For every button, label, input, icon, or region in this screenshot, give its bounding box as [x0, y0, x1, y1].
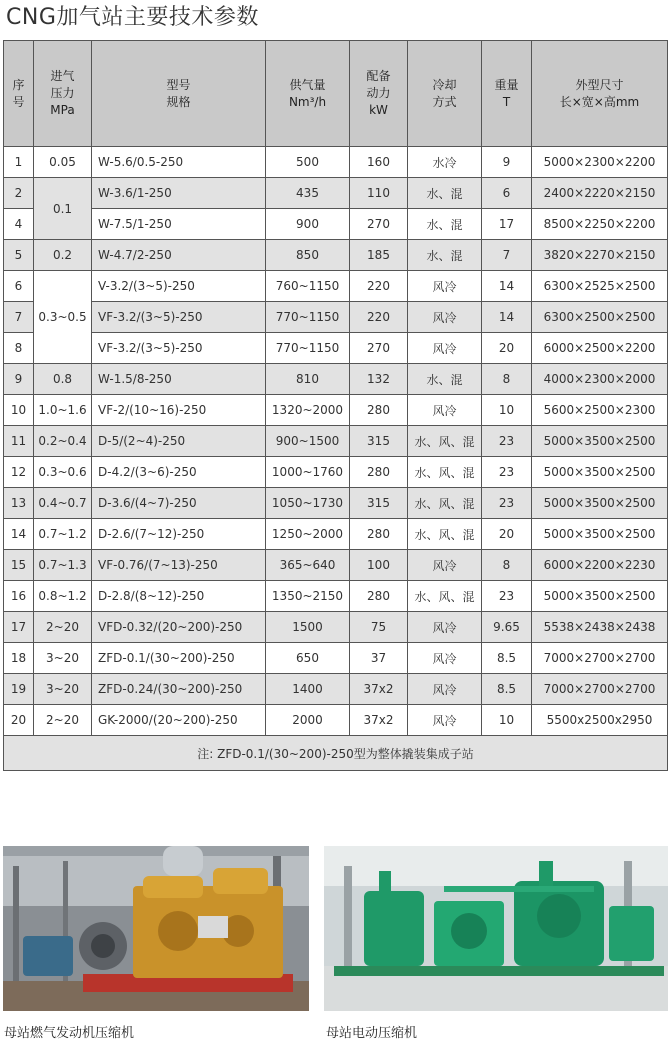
header-size: 外型尺寸 长×宽×高mm: [532, 41, 668, 147]
cell-flow: 900: [266, 209, 350, 240]
cell-size: 5538×2438×2438: [532, 612, 668, 643]
header-no: 序 号: [4, 41, 34, 147]
cell-pressure: 0.7~1.2: [34, 519, 92, 550]
cell-no: 20: [4, 705, 34, 736]
cell-model: D-5/(2~4)-250: [92, 426, 266, 457]
header-flow: 供气量 Nm³/h: [266, 41, 350, 147]
cell-flow: 1350~2150: [266, 581, 350, 612]
cell-weight: 23: [482, 426, 532, 457]
cell-flow: 500: [266, 147, 350, 178]
cell-power: 280: [350, 581, 408, 612]
cell-power: 280: [350, 457, 408, 488]
header-pressure: 进气 压力 MPa: [34, 41, 92, 147]
cell-size: 5000×3500×2500: [532, 581, 668, 612]
cell-weight: 23: [482, 457, 532, 488]
cell-no: 7: [4, 302, 34, 333]
cell-no: 16: [4, 581, 34, 612]
cell-cooling: 水、混: [408, 178, 482, 209]
cell-cooling: 水、风、混: [408, 426, 482, 457]
cell-flow: 770~1150: [266, 302, 350, 333]
cell-no: 12: [4, 457, 34, 488]
cell-weight: 10: [482, 705, 532, 736]
cell-flow: 365~640: [266, 550, 350, 581]
cell-flow: 810: [266, 364, 350, 395]
cell-flow: 1500: [266, 612, 350, 643]
cell-model: VFD-0.32/(20~200)-250: [92, 612, 266, 643]
cell-weight: 9.65: [482, 612, 532, 643]
cell-size: 5000×3500×2500: [532, 457, 668, 488]
cell-weight: 6: [482, 178, 532, 209]
cell-flow: 1400: [266, 674, 350, 705]
cell-power: 100: [350, 550, 408, 581]
cell-size: 6300×2500×2500: [532, 302, 668, 333]
cell-model: W-4.7/2-250: [92, 240, 266, 271]
cell-pressure: 0.8~1.2: [34, 581, 92, 612]
cell-weight: 8.5: [482, 643, 532, 674]
table-row: [4, 550, 668, 581]
spec-table: [3, 40, 668, 771]
table-row: [4, 147, 668, 178]
header-power: 配备 动力 kW: [350, 41, 408, 147]
table-row: [4, 240, 668, 271]
cell-no: 10: [4, 395, 34, 426]
table-row: [4, 271, 668, 302]
cell-size: 6300×2525×2500: [532, 271, 668, 302]
header-weight: 重量 T: [482, 41, 532, 147]
cell-cooling: 水、混: [408, 209, 482, 240]
cell-power: 315: [350, 426, 408, 457]
cell-size: 8500×2250×2200: [532, 209, 668, 240]
cell-model: D-2.6/(7~12)-250: [92, 519, 266, 550]
table-row: [4, 364, 668, 395]
cell-size: 5000×2300×2200: [532, 147, 668, 178]
cell-power: 160: [350, 147, 408, 178]
cell-flow: 1050~1730: [266, 488, 350, 519]
table-row: [4, 612, 668, 643]
cell-size: 6000×2200×2230: [532, 550, 668, 581]
cell-cooling: 水、风、混: [408, 457, 482, 488]
cell-weight: 8.5: [482, 674, 532, 705]
table-row: [4, 519, 668, 550]
cell-flow: 435: [266, 178, 350, 209]
cell-size: 6000×2500×2200: [532, 333, 668, 364]
header-cooling: 冷却 方式: [408, 41, 482, 147]
page-title: CNG加气站主要技术参数: [6, 5, 259, 30]
cell-weight: 23: [482, 581, 532, 612]
cell-pressure: 1.0~1.6: [34, 395, 92, 426]
cell-cooling: 风冷: [408, 550, 482, 581]
table-row: [4, 674, 668, 705]
cell-power: 220: [350, 271, 408, 302]
cell-size: 4000×2300×2000: [532, 364, 668, 395]
cell-flow: 2000: [266, 705, 350, 736]
header-model: 型号 规格: [92, 41, 266, 147]
table-row: [4, 457, 668, 488]
cell-cooling: 风冷: [408, 612, 482, 643]
cell-weight: 8: [482, 364, 532, 395]
photo-caption-gas-engine: 母站燃气发动机压缩机: [4, 1026, 135, 1041]
header-row: [4, 41, 668, 147]
cell-no: 13: [4, 488, 34, 519]
cell-no: 15: [4, 550, 34, 581]
cell-weight: 17: [482, 209, 532, 240]
cell-power: 37: [350, 643, 408, 674]
cell-no: 2: [4, 178, 34, 209]
cell-no: 9: [4, 364, 34, 395]
cell-flow: 760~1150: [266, 271, 350, 302]
cell-pressure: 0.1: [34, 178, 92, 240]
cell-weight: 9: [482, 147, 532, 178]
table-row: [4, 209, 668, 240]
cell-cooling: 水、风、混: [408, 519, 482, 550]
cell-no: 11: [4, 426, 34, 457]
cell-cooling: 风冷: [408, 302, 482, 333]
cell-size: 5000×3500×2500: [532, 426, 668, 457]
cell-model: VF-0.76/(7~13)-250: [92, 550, 266, 581]
cell-pressure: 0.3~0.5: [34, 271, 92, 364]
cell-power: 280: [350, 519, 408, 550]
cell-model: GK-2000/(20~200)-250: [92, 705, 266, 736]
cell-no: 1: [4, 147, 34, 178]
cell-size: 7000×2700×2700: [532, 643, 668, 674]
cell-flow: 850: [266, 240, 350, 271]
cell-model: ZFD-0.1/(30~200)-250: [92, 643, 266, 674]
cell-weight: 14: [482, 271, 532, 302]
cell-no: 17: [4, 612, 34, 643]
cell-power: 110: [350, 178, 408, 209]
cell-model: D-3.6/(4~7)-250: [92, 488, 266, 519]
cell-pressure: 3~20: [34, 674, 92, 705]
cell-size: 7000×2700×2700: [532, 674, 668, 705]
cell-flow: 1250~2000: [266, 519, 350, 550]
table-note: 注: ZFD-0.1/(30~200)-250型为整体撬装集成子站: [4, 736, 668, 771]
cell-model: VF-3.2/(3~5)-250: [92, 333, 266, 364]
cell-pressure: 0.2~0.4: [34, 426, 92, 457]
cell-no: 8: [4, 333, 34, 364]
cell-model: W-1.5/8-250: [92, 364, 266, 395]
cell-cooling: 水、混: [408, 240, 482, 271]
table-row: [4, 705, 668, 736]
cell-no: 18: [4, 643, 34, 674]
cell-no: 4: [4, 209, 34, 240]
cell-size: 3820×2270×2150: [532, 240, 668, 271]
cell-flow: 770~1150: [266, 333, 350, 364]
cell-cooling: 风冷: [408, 271, 482, 302]
cell-cooling: 风冷: [408, 395, 482, 426]
cell-flow: 1000~1760: [266, 457, 350, 488]
table-row: [4, 302, 668, 333]
cell-power: 37x2: [350, 705, 408, 736]
photo-caption-electric: 母站电动压缩机: [326, 1026, 418, 1041]
cell-model: VF-3.2/(3~5)-250: [92, 302, 266, 333]
cell-pressure: 0.05: [34, 147, 92, 178]
cell-cooling: 风冷: [408, 674, 482, 705]
cell-cooling: 水、风、混: [408, 581, 482, 612]
cell-no: 14: [4, 519, 34, 550]
table-row: [4, 643, 668, 674]
cell-no: 6: [4, 271, 34, 302]
cell-power: 75: [350, 612, 408, 643]
cell-weight: 23: [482, 488, 532, 519]
table-row: [4, 333, 668, 364]
cell-model: D-2.8/(8~12)-250: [92, 581, 266, 612]
cell-pressure: 3~20: [34, 643, 92, 674]
cell-weight: 20: [482, 519, 532, 550]
cell-cooling: 风冷: [408, 333, 482, 364]
cell-pressure: 2~20: [34, 705, 92, 736]
cell-cooling: 水冷: [408, 147, 482, 178]
cell-model: W-3.6/1-250: [92, 178, 266, 209]
cell-cooling: 风冷: [408, 643, 482, 674]
cell-model: W-5.6/0.5-250: [92, 147, 266, 178]
cell-model: V-3.2/(3~5)-250: [92, 271, 266, 302]
cell-power: 280: [350, 395, 408, 426]
table-row: [4, 178, 668, 209]
cell-model: W-7.5/1-250: [92, 209, 266, 240]
cell-size: 5000×3500×2500: [532, 488, 668, 519]
gas-engine-compressor-photo: [3, 846, 309, 1011]
cell-power: 270: [350, 209, 408, 240]
cell-power: 185: [350, 240, 408, 271]
cell-power: 37x2: [350, 674, 408, 705]
table-row: [4, 426, 668, 457]
cell-weight: 10: [482, 395, 532, 426]
cell-power: 315: [350, 488, 408, 519]
cell-power: 270: [350, 333, 408, 364]
cell-pressure: 0.3~0.6: [34, 457, 92, 488]
cell-pressure: 0.8: [34, 364, 92, 395]
electric-compressor-photo: [324, 846, 668, 1011]
cell-model: D-4.2/(3~6)-250: [92, 457, 266, 488]
cell-size: 2400×2220×2150: [532, 178, 668, 209]
cell-pressure: 0.7~1.3: [34, 550, 92, 581]
cell-cooling: 水、混: [408, 364, 482, 395]
cell-weight: 20: [482, 333, 532, 364]
cell-weight: 7: [482, 240, 532, 271]
cell-power: 220: [350, 302, 408, 333]
cell-no: 5: [4, 240, 34, 271]
table-row: [4, 581, 668, 612]
cell-power: 132: [350, 364, 408, 395]
cell-pressure: 2~20: [34, 612, 92, 643]
cell-size: 5500x2500x2950: [532, 705, 668, 736]
cell-model: VF-2/(10~16)-250: [92, 395, 266, 426]
cell-weight: 14: [482, 302, 532, 333]
cell-weight: 8: [482, 550, 532, 581]
cell-pressure: 0.2: [34, 240, 92, 271]
cell-flow: 900~1500: [266, 426, 350, 457]
cell-flow: 1320~2000: [266, 395, 350, 426]
cell-cooling: 风冷: [408, 705, 482, 736]
table-row: [4, 488, 668, 519]
cell-pressure: 0.4~0.7: [34, 488, 92, 519]
cell-no: 19: [4, 674, 34, 705]
cell-model: ZFD-0.24/(30~200)-250: [92, 674, 266, 705]
cell-flow: 650: [266, 643, 350, 674]
cell-size: 5600×2500×2300: [532, 395, 668, 426]
cell-cooling: 水、风、混: [408, 488, 482, 519]
cell-size: 5000×3500×2500: [532, 519, 668, 550]
table-row: [4, 395, 668, 426]
